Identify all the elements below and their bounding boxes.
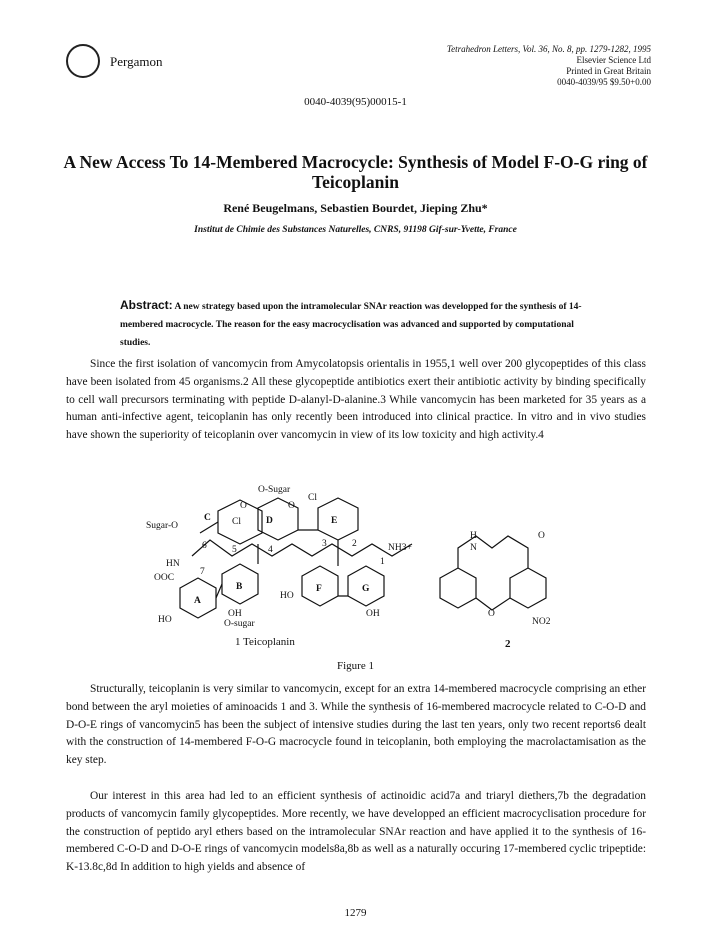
paragraph-2-text: Structurally, teicoplanin is very similar to vancomycin, except for an extra 14-membered macrocycle comprising an ether bond between the aryl moieties of aminoacids 1 and 3. While the synthesis of 16-membered macrocycle related to C-O-D and D-O-E rings of vancomycin5 has been the subject of intensive studies during the last ten years, only two recent reports6 dealt with the construction of 14-membered F-O-G macrocycle found in teicoplanin, both employing the macrolactamisation as the key step. bbox=[66, 683, 646, 767]
doi: 0040-4039(95)00015-1 bbox=[304, 96, 407, 108]
atom-n6: 6 bbox=[202, 541, 207, 551]
paragraph-2 bbox=[66, 681, 646, 770]
abstract-label: Abstract: bbox=[120, 298, 173, 312]
atom-nh3: NH3+ bbox=[388, 543, 412, 553]
compound2-atom-h1: H bbox=[470, 531, 477, 541]
publisher-name: Pergamon bbox=[110, 54, 163, 69]
atom-sugar-o: Sugar-O bbox=[146, 521, 178, 531]
atom-oh-g: OH bbox=[366, 609, 380, 619]
atom-cl-left: Cl bbox=[232, 517, 241, 527]
compound2-chain bbox=[458, 536, 528, 610]
atom-n3: 3 bbox=[322, 539, 327, 549]
figure-caption: Figure 1 bbox=[337, 660, 374, 672]
figure-1-structures bbox=[140, 478, 580, 658]
compound-2-structure bbox=[440, 536, 546, 610]
printed-line: Printed in Great Britain bbox=[566, 66, 651, 76]
journal-reference bbox=[447, 44, 651, 88]
ring-e-hexagon bbox=[318, 498, 358, 540]
page-number: 1279 bbox=[344, 907, 367, 919]
ring-label-c: C bbox=[204, 513, 211, 523]
atom-n4: 4 bbox=[268, 545, 273, 555]
atom-n7: 7 bbox=[200, 567, 205, 577]
paragraph-1 bbox=[66, 356, 646, 445]
atom-o2: O bbox=[288, 501, 295, 511]
backbone-chain bbox=[192, 522, 412, 556]
atom-oh-b: OH bbox=[228, 609, 242, 619]
compound2-left-ring bbox=[440, 568, 476, 608]
compound2-atom-n: N bbox=[470, 543, 477, 553]
atom-o-sugar-b: O-sugar bbox=[224, 619, 255, 629]
compound2-atom-no2: NO2 bbox=[532, 617, 551, 627]
atom-o1: O bbox=[240, 501, 247, 511]
journal-line: Tetrahedron Letters, Vol. 36, No. 8, pp. 1279-1282, 1995 bbox=[446, 44, 651, 54]
atom-ho-a: HO bbox=[158, 615, 172, 625]
atom-ooc: OOC bbox=[154, 573, 175, 583]
compound2-atom-o-bridge: O bbox=[488, 609, 495, 619]
atom-cl-top: Cl bbox=[308, 493, 317, 503]
paragraph-3 bbox=[66, 788, 646, 877]
ring-label-e: E bbox=[331, 516, 338, 526]
atom-n2: 2 bbox=[352, 539, 357, 549]
atom-ho-f: HO bbox=[280, 591, 294, 601]
pergamon-logo bbox=[66, 44, 100, 78]
atom-hn: HN bbox=[166, 559, 180, 569]
ring-label-a: A bbox=[194, 596, 201, 606]
paragraph-1-text: Since the first isolation of vancomycin from Amycolatopsis orientalis in 1955,1 well over 200 glycopeptides of this class have been isolated from 45 organisms.2 All these glycopeptide antibiotics exert their antibiotic activity by binding specifically to cell wall precursors terminating with peptide D-alanyl-D-alanine.3 While vancomycin has been marketed for 35 years as a human anti-infective agent, teicoplanin has only recently been introduced into clinical practice. In vitro and in vivo studies have shown the superiority of teicoplanin over vancomycin in view of its low toxicity and high activity.4 bbox=[66, 358, 646, 442]
ring-label-g: G bbox=[362, 584, 370, 594]
compound2-right-ring bbox=[510, 568, 546, 608]
authors: René Beugelmans, Sebastien Bourdet, Jieping Zhu* bbox=[223, 201, 488, 215]
price-line: 0040-4039/95 $9.50+0.00 bbox=[557, 77, 651, 87]
ring-label-f: F bbox=[316, 584, 322, 594]
teicoplanin-structure bbox=[180, 498, 412, 618]
ring-label-d: D bbox=[266, 516, 273, 526]
atom-n5: 5 bbox=[232, 545, 237, 555]
affiliation: Institut de Chimie des Substances Naturelles, CNRS, 91198 Gif-sur-Yvette, France bbox=[194, 225, 517, 235]
compound-1-label: 1 Teicoplanin bbox=[235, 636, 295, 648]
article-title: A New Access To 14-Membered Macrocycle: Synthesis of Model F-O-G ring of Teicoplanin bbox=[63, 152, 648, 192]
ring-label-b: B bbox=[236, 582, 243, 592]
paragraph-3-text: Our interest in this area had led to an efficient synthesis of actinoidic acid7a and triaryl diethers,7b the degradation products of vancomycin family glycopeptides. More recently, we have developped an efficient macrocyclisation procedure for the construction of peptido aryl ethers based on the intramolecular SNAr reaction and have applied it to the synthesis of 16-membered C-O-D and D-O-E rings of vancomycin models8a,8b as well as a naturally occuring 17-membered cyclic tripeptide: K-13.8c,8d In addition to high yields and absence of bbox=[66, 790, 646, 874]
compound2-atom-o: O bbox=[538, 531, 545, 541]
publisher-line: Elsevier Science Ltd bbox=[576, 55, 651, 65]
atom-o-sugar-top: O-Sugar bbox=[258, 485, 291, 495]
abstract-text: A new strategy based upon the intramolecular SNAr reaction was developped for the synthesis of 14-membered macrocycle. The reason for the easy macrocyclisation was advanced and supported by computational studies. bbox=[120, 302, 582, 348]
atom-n1: 1 bbox=[380, 557, 385, 567]
abstract bbox=[120, 296, 590, 352]
compound-2-label: 2 bbox=[505, 638, 511, 650]
